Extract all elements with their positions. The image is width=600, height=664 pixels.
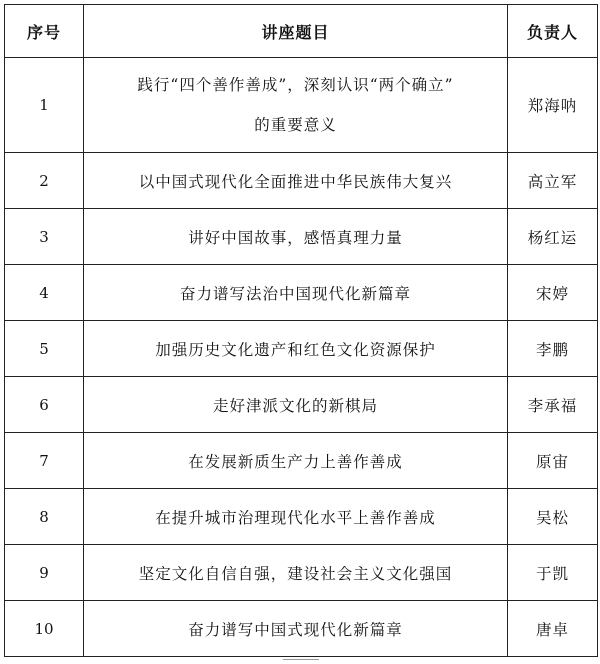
row-number: 3 [5, 209, 84, 265]
row-title: 坚定文化自信自强，建设社会主义文化强国 [84, 545, 508, 601]
table-row [5, 265, 598, 321]
table-row [5, 209, 598, 265]
row-title: 在发展新质生产力上善作善成 [84, 433, 508, 489]
row-person: 郑海呐 [508, 58, 598, 153]
row-person: 于凯 [508, 545, 598, 601]
row-title [84, 58, 508, 153]
table-row [5, 58, 598, 153]
row-number: 7 [5, 433, 84, 489]
row-title-line: 践行“四个善作善成”，深刻认识“两个确立” [137, 76, 454, 94]
row-person: 李鹏 [508, 321, 598, 377]
table-row [5, 377, 598, 433]
lecture-table [4, 4, 598, 657]
page-fragment-mark [283, 659, 319, 664]
header-person: 负责人 [508, 5, 598, 58]
header-title: 讲座题目 [84, 5, 508, 58]
row-number: 1 [5, 58, 84, 153]
table-row [5, 545, 598, 601]
header-number: 序号 [5, 5, 84, 58]
row-title: 讲好中国故事，感悟真理力量 [84, 209, 508, 265]
row-number: 8 [5, 489, 84, 545]
row-title: 加强历史文化遗产和红色文化资源保护 [84, 321, 508, 377]
row-number: 4 [5, 265, 84, 321]
row-person: 宋婷 [508, 265, 598, 321]
row-title: 奋力谱写中国式现代化新篇章 [84, 601, 508, 657]
row-person: 吴松 [508, 489, 598, 545]
row-title: 走好津派文化的新棋局 [84, 377, 508, 433]
row-number: 5 [5, 321, 84, 377]
row-person: 李承福 [508, 377, 598, 433]
row-person: 高立军 [508, 153, 598, 209]
row-title: 奋力谱写法治中国现代化新篇章 [84, 265, 508, 321]
row-number: 9 [5, 545, 84, 601]
row-number: 2 [5, 153, 84, 209]
row-title: 在提升城市治理现代化水平上善作善成 [84, 489, 508, 545]
table-row [5, 153, 598, 209]
row-title-line: 的重要意义 [254, 116, 337, 134]
row-person: 杨红运 [508, 209, 598, 265]
header-row [5, 5, 598, 58]
row-person: 唐卓 [508, 601, 598, 657]
table-row [5, 321, 598, 377]
row-number: 6 [5, 377, 84, 433]
table-row [5, 601, 598, 657]
table-row [5, 433, 598, 489]
table-row [5, 489, 598, 545]
row-person: 原宙 [508, 433, 598, 489]
row-number: 10 [5, 601, 84, 657]
row-title: 以中国式现代化全面推进中华民族伟大复兴 [84, 153, 508, 209]
